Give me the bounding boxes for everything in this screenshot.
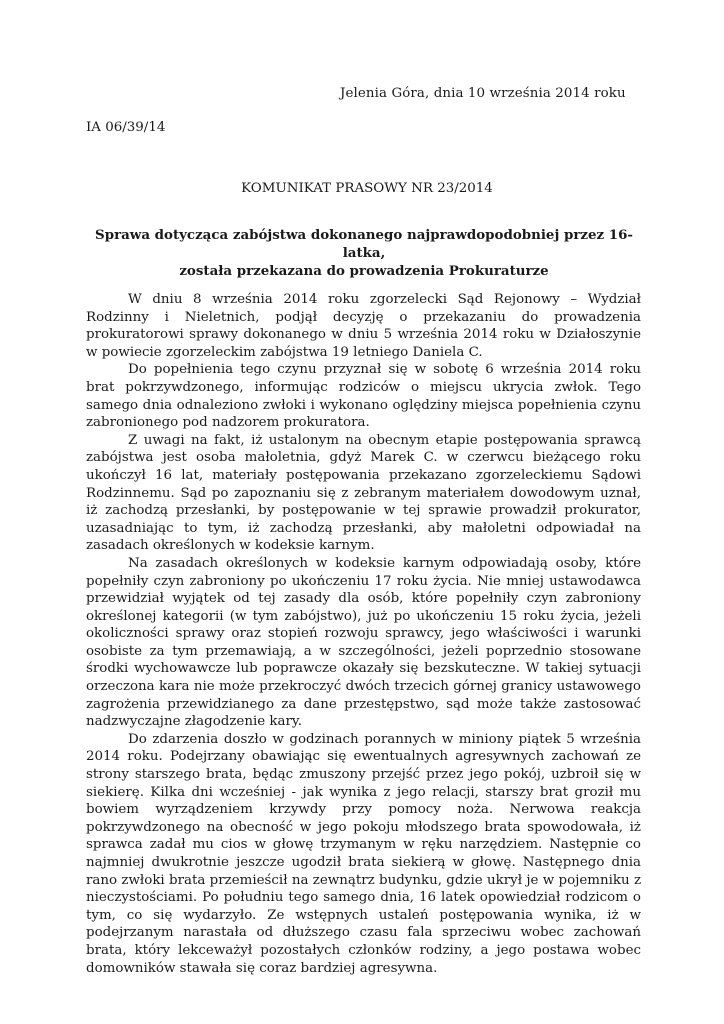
headline-line-2: została przekazana do prowadzenia Prokuraturze [179,263,549,279]
paragraph: Z uwagi na fakt, iż ustalonym na obecnym etapie postępowania sprawcą zabójstwa jest osoba małoletnia, gdyż Marek C. w czerwcu bieżącego roku ukończył 16 lat, materiały postępowania przekazano zgorzeleckiemu Sądowi Rodzinnemu. Sąd po zapoznaniu się z zebranym materiałem dowodowym uznał, iż zachodzą przesłanki, by postępowanie w tej sprawie prowadził prokurator, uzasadniając to tym, iż zachodzą przesłanki, aby małoletni odpowiadał na zasadach określonych w kodeksie karnym. [86,432,641,554]
paragraph: W dniu 8 września 2014 roku zgorzelecki Sąd Rejonowy – Wydział Rodzinny i Nieletnich, podjął decyzję o przekazaniu do prowadzenia prokuratorowi sprawy dokonanego w dniu 5 września 2014 roku w Działoszynie w powiecie zgorzeleckim zabójstwa 19 letniego Daniela C. [86,292,641,360]
body-text [86,291,641,977]
reference-number: IA 06/39/14 [86,120,166,135]
date-line: Jelenia Góra, dnia 10 września 2014 roku [340,86,626,101]
paragraph: Na zasadach określonych w kodeksie karnym odpowiadają osoby, które popełniły czyn zabroniony po ukończeniu 17 roku życia. Nie mniej ustawodawca przewidział wyjątek od tej zasady dla osób, które popełniły czyn zabroniony określonej kategorii (w tym zabójstwo), już po ukończeniu 15 roku życia, jeżeli okoliczności sprawy oraz stopień rozwoju sprawcy, jego właściwości i warunki osobiste za tym przemawiają, a w szczególności, jeżeli poprzednio stosowane środki wychowawcze lub poprawcze okazały się bezskuteczne. W takiej sytuacji orzeczona kara nie może przekroczyć dwóch trzecich górnej granicy ustawowego zagrożenia przewidzianego za dane przestępstwo, sąd może także zastosować nadzwyczajne złagodzenie kary. [86,555,641,730]
headline-line-1: Sprawa dotycząca zabójstwa dokonanego najprawdopodobniej przez 16-latka, [95,227,633,261]
headline [86,226,642,280]
paragraph: Do popełnienia tego czynu przyznał się w sobotę 6 września 2014 roku brat pokrzywdzonego, informując rodziców o miejscu ukrycia zwłok. Tego samego dnia odnaleziono zwłoki i wykonano oględziny miejsca popełnienia czynu zabronionego pod nadzorem prokuratora. [86,362,641,431]
paragraph: Do zdarzenia doszło w godzinach porannych w miniony piątek 5 września 2014 roku. Podejrzany obawiając się ewentualnych agresywnych zachowań ze strony starszego brata, będąc zmuszony przejść przez jego pokój, uzbroił się w siekierę. Kilka dni wcześniej - jak wynika z jego relacji, starszy brat groził mu bowiem wyrządzeniem krzywdy przy pomocy noża. Nerwowa reakcja pokrzywdzonego na obecność w jego pokoju młodszego brata spowodowała, iż sprawca zadał mu cios w głowę trzymanym w ręku narzędziem. Następnie co najmniej dwukrotnie jeszcze ugodził brata siekierą w głowę. Następnego dnia rano zwłoki brata przemieścił na zewnątrz budynku, gdzie ukrył je w pojemniku z nieczystościami. Po południu tego samego dnia, 16 latek opowiedział rodzicom o tym, co się wydarzyło. Ze wstępnych ustaleń postępowania wynika, iż w podejrzanym narastała od dłuższego czasu fala sprzeciwu wobec zachowań brata, który lekceważył pozostałych członków rodziny, a jego postawa wobec domowników stawała się coraz bardziej agresywna. [86,731,641,976]
press-release-number: KOMUNIKAT PRASOWY NR 23/2014 [241,181,493,196]
